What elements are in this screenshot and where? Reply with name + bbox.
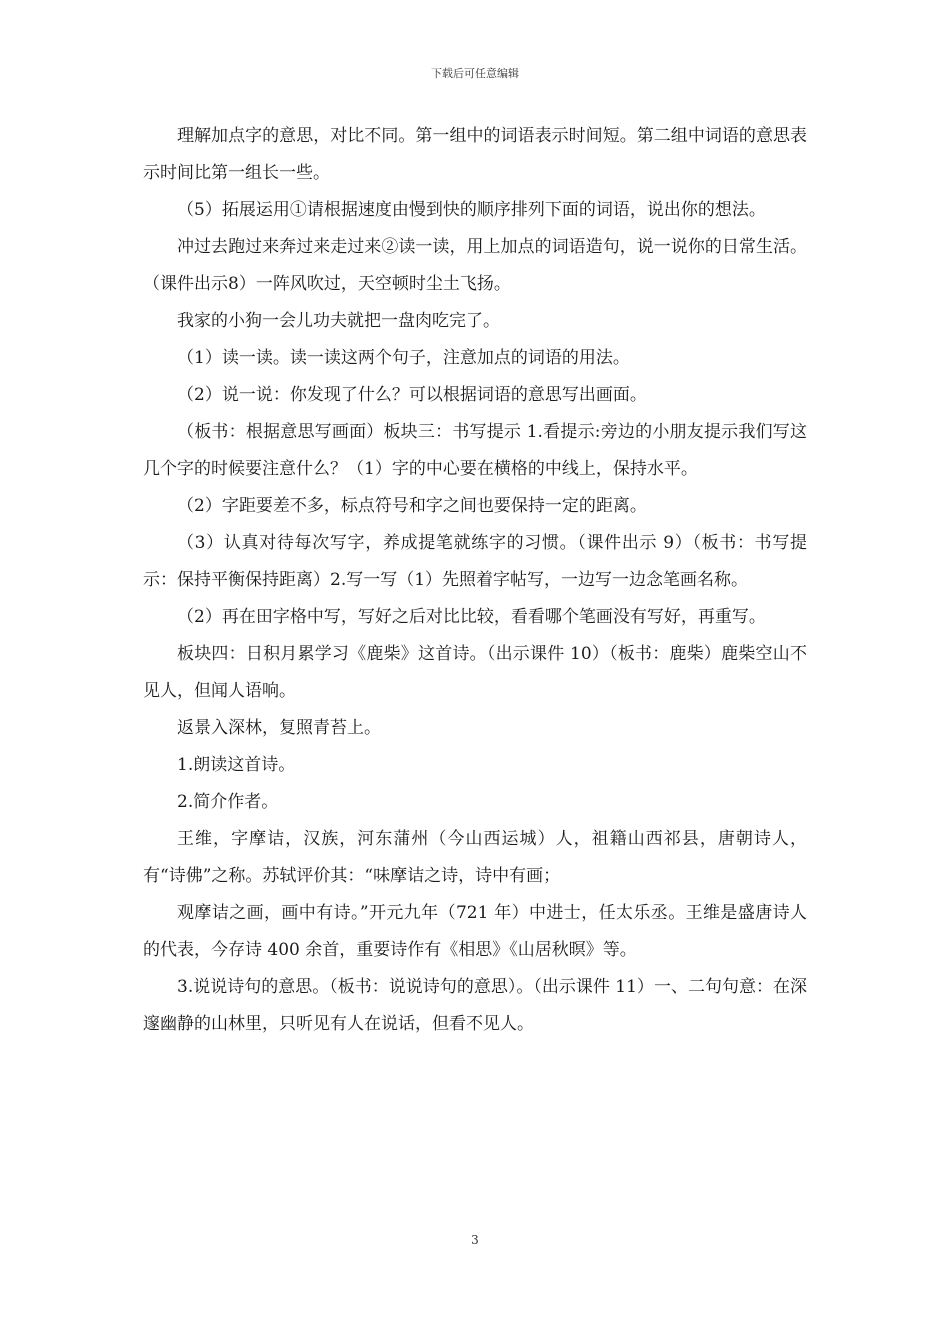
- paragraph: 冲过去跑过来奔过来走过来②读一读，用上加点的词语造句，说一说你的日常生活。（课件出示8）一阵风吹过，天空顿时尘土飞扬。: [143, 237, 807, 294]
- paragraph: （2）再在田字格中写，写好之后对比比较，看看哪个笔画没有写好，再重写。: [177, 607, 766, 627]
- paragraph: （5）拓展运用①请根据速度由慢到快的顺序排列下面的词语，说出你的想法。: [177, 200, 766, 220]
- paragraph: （2）说一说：你发现了什么？可以根据词语的意思写出画面。: [177, 385, 647, 405]
- page-number: 3: [471, 1233, 479, 1247]
- paragraph: 返景入深林，复照青苔上。: [177, 718, 381, 738]
- paragraph: 2.简介作者。: [177, 792, 279, 812]
- paragraph: 板块四：日积月累学习《鹿柴》这首诗。（出示课件 10）（板书：鹿柴）鹿柴空山不见人，但闻人语响。: [143, 644, 807, 701]
- paragraph: 1.朗读这首诗。: [177, 755, 296, 775]
- page-header: 下载后可任意编辑: [431, 67, 519, 80]
- paragraph: 3.说说诗句的意思。（板书：说说诗句的意思）。（出示课件 11）一、二句句意：在深邃幽静的山林里，只听见有人在说话，但看不见人。: [143, 977, 807, 1034]
- paragraph: （板书：根据意思写画面）板块三：书写提示 1.看提示:旁边的小朋友提示我们写这几个字的时候要注意什么？（1）字的中心要在横格的中线上，保持水平。: [143, 422, 807, 479]
- paragraph: 观摩诘之画，画中有诗。”开元九年（721 年）中进士，任太乐丞。王维是盛唐诗人的代表，今存诗 400 余首，重要诗作有《相思》《山居秋暝》等。: [143, 903, 807, 960]
- paragraph: （1）读一读。读一读这两个句子，注意加点的词语的用法。: [177, 348, 630, 368]
- paragraph: （3）认真对待每次写字，养成提笔就练字的习惯。（课件出示 9）（板书：书写提示：保持平衡保持距离）2.写一写（1）先照着字帖写，一边写一边念笔画名称。: [143, 533, 807, 590]
- paragraph: 我家的小狗一会儿功夫就把一盘肉吃完了。: [177, 311, 500, 331]
- document-body: [143, 118, 807, 1043]
- paragraph: 理解加点字的意思，对比不同。第一组中的词语表示时间短。第二组中词语的意思表示时间比第一组长一些。: [143, 126, 807, 183]
- paragraph: （2）字距要差不多，标点符号和字之间也要保持一定的距离。: [177, 496, 647, 516]
- paragraph: 王维，字摩诘，汉族，河东蒲州（今山西运城）人，祖籍山西祁县，唐朝诗人，有“诗佛”之称。苏轼评价其：“味摩诘之诗，诗中有画；: [143, 829, 807, 886]
